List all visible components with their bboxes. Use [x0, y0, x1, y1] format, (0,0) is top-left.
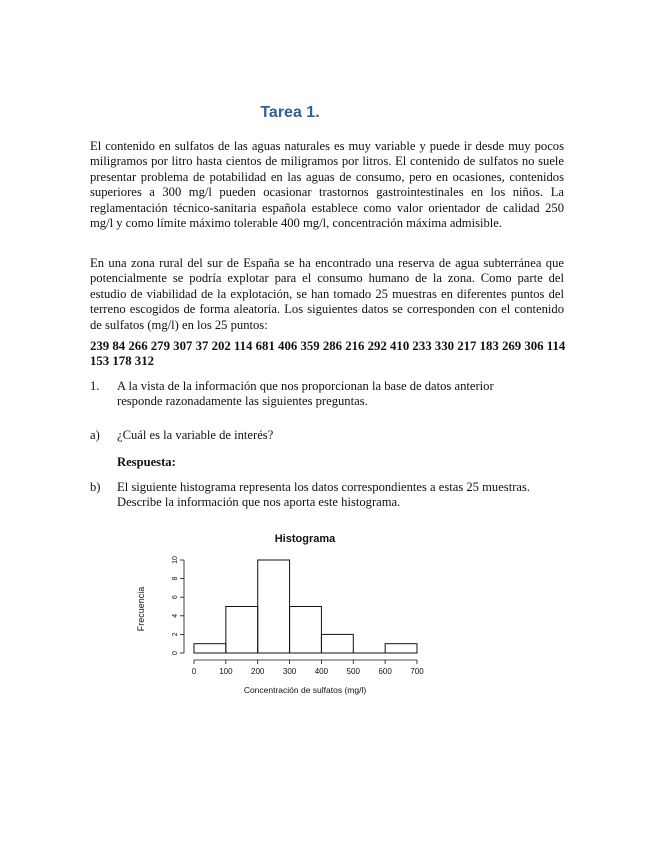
chart-title: Histograma [274, 533, 336, 545]
question-1-number: 1. [90, 379, 100, 393]
y-tick-label: 2 [172, 632, 179, 637]
answer-label: Respuesta: [117, 455, 176, 469]
y-tick-label: 6 [172, 595, 179, 600]
y-tick-label: 8 [172, 576, 179, 581]
histogram-bar [194, 644, 226, 653]
histogram-chart [120, 525, 440, 700]
question-1-text: A la vista de la información que nos proporcionan la base de datos anterior responde razonadamente las siguientes preguntas. [117, 379, 494, 409]
question-a-text: ¿Cuál es la variable de interés? [117, 428, 274, 442]
y-tick-label: 0 [172, 651, 179, 655]
x-tick-label: 300 [282, 667, 297, 676]
histogram-bar [385, 644, 417, 653]
question-a-label: a) [90, 428, 100, 442]
x-tick-label: 700 [410, 667, 424, 676]
x-tick-label: 0 [191, 667, 197, 676]
question-b-text: El siguiente histograma representa los datos correspondientes a estas 25 muestras. Describe la información que nos aporta este histograma. [117, 480, 531, 510]
page-title: Tarea 1. [260, 104, 320, 121]
x-tick-label: 400 [314, 667, 329, 676]
chart-xlabel: Concentración de sulfatos (mg/l) [243, 685, 367, 695]
x-tick-label: 500 [346, 667, 360, 676]
intro-paragraph: El contenido en sulfatos de las aguas naturales es muy variable y puede ir desde muy pocos miligramos por litro hasta cientos de miligramos por litros. El contenido de sulfatos no suele presentar problema de potabilidad en las aguas de consumo, pero en ocasiones, contenidos superiores a 300 mg/l pueden ocasionar trastornos gastrointestinales en los niños. La reglamentación técnico-sanitaria española establece como valor orientador de calidad 250 mg/l y como límite máximo tolerable 400 mg/l, concentración máxima admisible. [90, 139, 564, 231]
x-tick-label: 200 [251, 667, 265, 676]
x-tick-label: 600 [378, 667, 392, 676]
data-values: 239 84 266 279 307 37 202 114 681 406 359 286 216 292 410 233 330 217 183 269 306 114 153 178 312 [90, 339, 566, 369]
context-paragraph: En una zona rural del sur de España se ha encontrado una reserva de agua subterránea que potencialmente se podría explotar para el consumo humano de la zona. Como parte del estudio de viabilidad de la explotación, se han tomado 25 muestras en diferentes puntos del terreno escogidos de forma aleatoria. Los siguientes datos se corresponden con el contenido de sulfatos (mg/l) en los 25 puntos: [90, 256, 564, 332]
y-tick-label: 10 [172, 556, 179, 564]
histogram-bar [290, 607, 322, 654]
histogram-bar [321, 634, 353, 653]
histogram-bar [226, 607, 258, 654]
x-tick-label: 100 [219, 667, 233, 676]
histogram-bar [258, 560, 290, 653]
y-tick-label: 4 [172, 613, 179, 618]
chart-ylabel: Frecuencia [136, 586, 146, 632]
question-b-label: b) [90, 480, 101, 494]
